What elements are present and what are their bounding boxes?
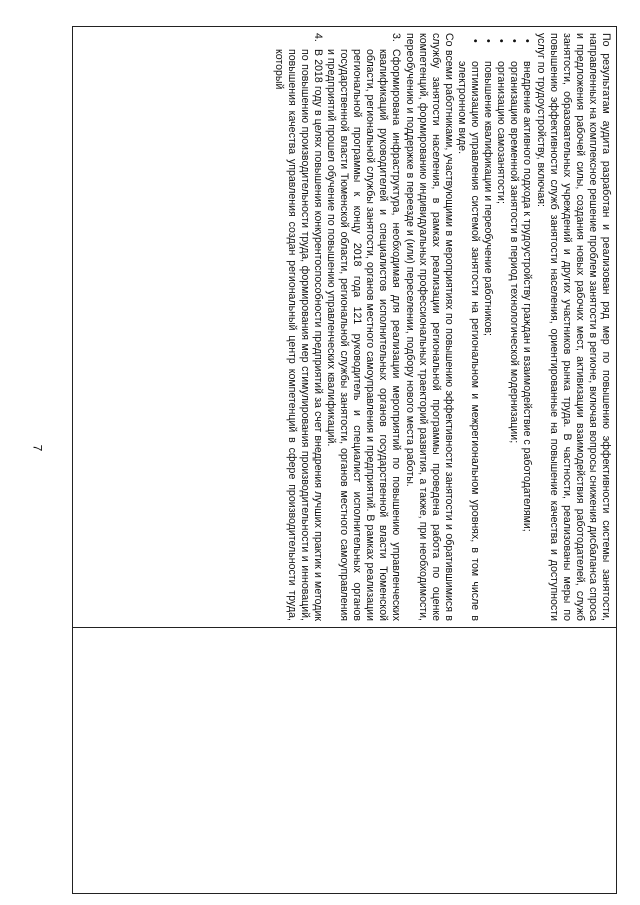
content-table [72,26,617,894]
bullet-icon: • [469,39,482,43]
bullet-icon: • [508,39,521,43]
main-text-cell [272,33,612,621]
document-page [72,26,617,894]
numbered-item: 3. Сформирована инфраструктура, необходимая для реализации мероприятий по повышению управленческих квалификаций руководителей и специалистов исполнительных органов государственной власти Тюменской области, региональной службы занятости, органов местного самоуправления и предприятий. В рамках реализации региональной программы к концу 2018 года 121 руководитель и специалист исполнительных органов государственной власти Тюменской области, региональной службы занятости, органов местного самоуправления и предприятий прошел обучение по повышению управленческих квалификаций. [325,33,403,621]
list-item: • оптимизацию управления системой занятости на региональном и межрегиональном уровнях, в том числе в электронном виде. [455,39,482,621]
assessment-paragraph: Со всеми работниками, участвующими в мероприятиях по повышению эффективности занятости и обратившимися в службу занятости населения, в рамках реализации региональной программы проведена работа по оценке компетенций, формированию индивидуальных профессиональных траекторий развития, а также, при необходимости, переобучению и поддержке в переезде и (или) переселении, подбору нового места работы. [403,33,455,621]
bullet-icon: • [482,39,495,43]
list-item: • внедрение активного подхода к трудоустройству граждан и взаимодействие с работодателями; [521,39,534,532]
numbered-list [272,33,403,621]
list-item: • организацию временной занятости в период технологической модернизации; [508,39,521,444]
bullet-icon: • [495,39,508,43]
measures-list [455,33,534,621]
page-number: 7 [30,444,45,452]
numbered-item: 4. В 2018 году в целях повышения конкурентоспособности предприятий за счет внедрения лучших практик и методик по повышению производительности труда, формирования мер стимулирования производительности и инноваций, повышения качества управления создан региональный центр компетенций в сфере производительности труда, который [272,33,324,621]
list-item: • повышение квалификации и переобучение работников; [482,39,495,336]
list-item: • организацию самозанятости; [495,39,508,204]
empty-cell [73,627,616,895]
intro-paragraph: По результатам аудита разработан и реализован ряд мер по повышению эффективности системы занятости, направленных на комплексное решение проблем занятости в регионе, включая вопросы снижения дисбаланса спроса и предложения рабочей силы, создания новых рабочих мест, активизации взаимодействия работодателей, служб занятости, образовательных учреждений и других участников рынка труда. В частности, реализованы меры по повышению эффективности служб занятости населения, ориентированные на повышение качества и доступности услуг по трудоустройству, включая: [534,33,612,621]
bullet-icon: • [521,39,534,43]
